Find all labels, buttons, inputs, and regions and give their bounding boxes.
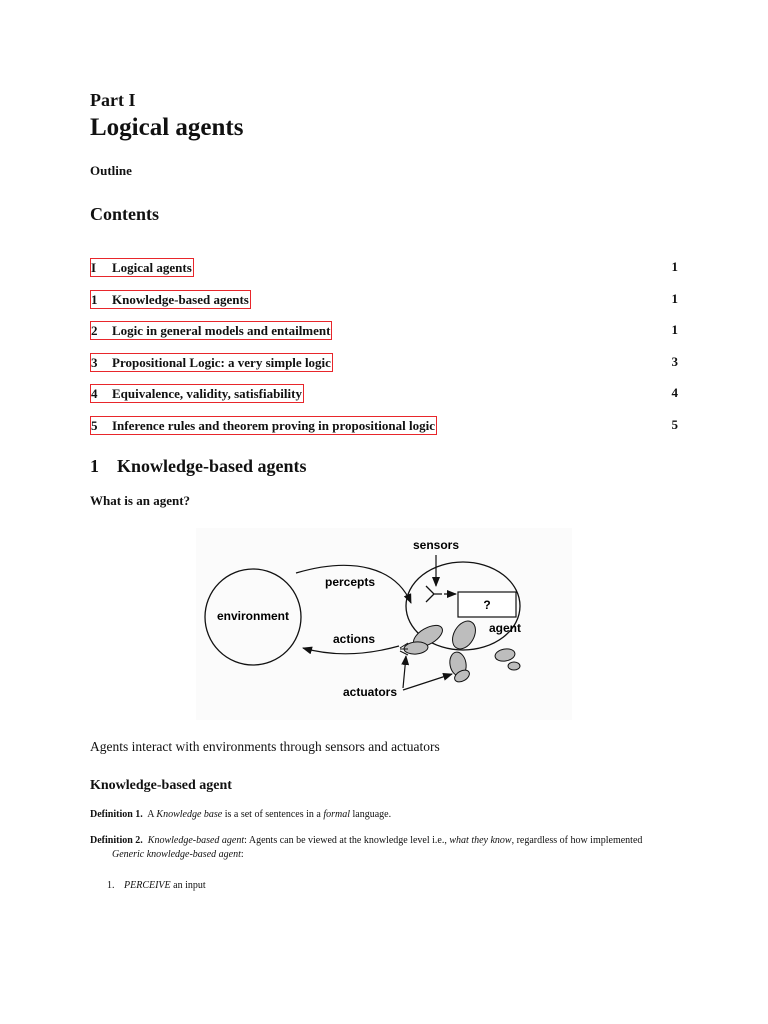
definition-term: Knowledge-based agent bbox=[147, 835, 245, 846]
list-item-text: an input bbox=[173, 880, 206, 891]
environment-label: environment bbox=[216, 609, 290, 623]
toc-number: 1 bbox=[91, 292, 98, 307]
toc-page-number: 5 bbox=[671, 417, 678, 432]
definition-text: , regardless of how implemented bbox=[511, 835, 643, 846]
toc-link-knowledge-based-agents[interactable] bbox=[90, 290, 251, 309]
section-heading bbox=[90, 456, 307, 477]
definition-text: language. bbox=[352, 809, 392, 820]
unknown-label: ? bbox=[483, 598, 491, 612]
generic-agent-term: Generic knowledge-based agent bbox=[112, 849, 241, 860]
toc-row bbox=[90, 384, 678, 404]
subsection-heading: Knowledge-based agent bbox=[90, 778, 232, 793]
toc-row bbox=[90, 353, 678, 373]
definition-label: Definition 1. bbox=[90, 809, 143, 820]
part-label: Part I bbox=[90, 90, 136, 110]
definition-emphasis: what they know bbox=[449, 835, 512, 846]
diagram-caption: Agents interact with environments through sensors and actuators bbox=[90, 739, 440, 754]
agent-label: agent bbox=[488, 621, 522, 635]
toc-link-inference-rules[interactable] bbox=[90, 416, 437, 435]
list-item-number: 1. bbox=[107, 880, 115, 891]
section-number: 1 bbox=[90, 456, 99, 476]
definition-text: A bbox=[147, 809, 154, 820]
definition-1 bbox=[90, 808, 678, 821]
toc-label: Logical agents bbox=[112, 260, 192, 275]
toc-link-logical-agents[interactable] bbox=[90, 258, 194, 277]
list-item-term: PERCEIVE bbox=[124, 880, 171, 891]
toc-page-number: 3 bbox=[671, 354, 678, 369]
agent-environment-diagram bbox=[196, 528, 572, 720]
definition-text: : Agents can be viewed at the knowledge level i.e., bbox=[244, 835, 447, 846]
toc-page-number: 4 bbox=[671, 385, 678, 400]
toc-row bbox=[90, 290, 678, 310]
percepts-label: percepts bbox=[324, 575, 376, 589]
toc-number: 3 bbox=[91, 355, 98, 370]
list-item bbox=[107, 880, 206, 891]
toc-label: Logic in general models and entailment bbox=[112, 323, 331, 338]
outline-heading: Outline bbox=[90, 163, 132, 178]
toc-row bbox=[90, 321, 678, 341]
toc-page-number: 1 bbox=[671, 291, 678, 306]
page-title: Logical agents bbox=[90, 114, 244, 141]
generic-agent-colon: : bbox=[240, 849, 244, 860]
toc-number: I bbox=[91, 260, 97, 275]
toc-number: 5 bbox=[91, 418, 98, 433]
toc-number: 2 bbox=[91, 323, 98, 338]
toc-row bbox=[90, 416, 678, 436]
toc-label: Inference rules and theorem proving in propositional logic bbox=[112, 418, 435, 433]
toc-label: Propositional Logic: a very simple logic bbox=[112, 355, 331, 370]
toc-page-number: 1 bbox=[671, 322, 678, 337]
generic-agent-line bbox=[90, 848, 678, 861]
question-heading: What is an agent? bbox=[90, 493, 191, 508]
definition-emphasis: formal bbox=[323, 809, 350, 820]
toc-label: Knowledge-based agents bbox=[112, 292, 249, 307]
actions-label: actions bbox=[332, 632, 376, 646]
toc-link-equivalence[interactable] bbox=[90, 384, 304, 403]
definition-2 bbox=[90, 834, 678, 861]
toc-link-logic-in-general[interactable] bbox=[90, 321, 332, 340]
actuators-label: actuators bbox=[342, 685, 398, 699]
section-title: Knowledge-based agents bbox=[117, 456, 307, 476]
definition-label: Definition 2. bbox=[90, 835, 143, 846]
toc-link-propositional-logic[interactable] bbox=[90, 353, 333, 372]
toc-number: 4 bbox=[91, 386, 98, 401]
toc-row bbox=[90, 258, 678, 278]
toc-label: Equivalence, validity, satisfiability bbox=[112, 386, 302, 401]
contents-heading: Contents bbox=[90, 204, 160, 224]
definition-text: is a set of sentences in a bbox=[224, 809, 321, 820]
sensors-label: sensors bbox=[412, 538, 460, 552]
definition-term: Knowledge base bbox=[156, 809, 223, 820]
toc-page-number: 1 bbox=[671, 259, 678, 274]
